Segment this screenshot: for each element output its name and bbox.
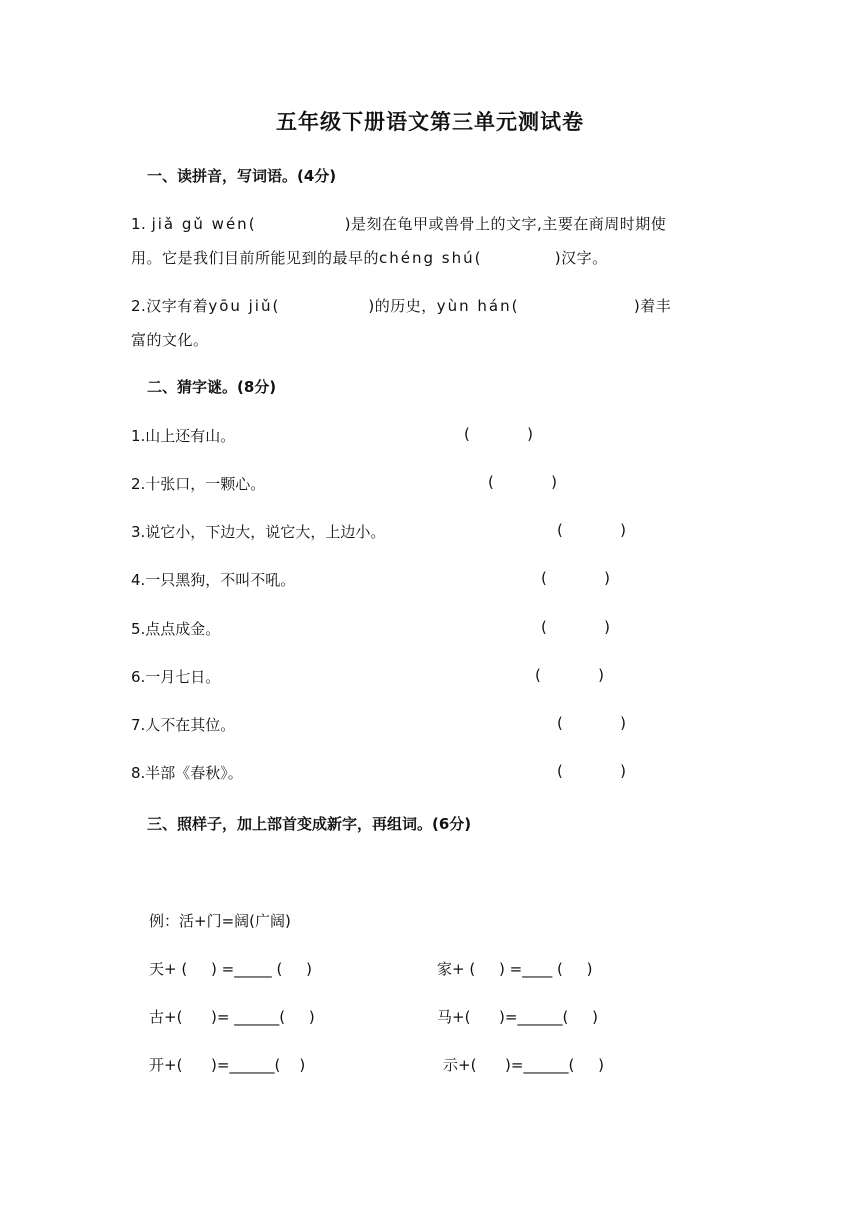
riddle-5: 5.点点成金。 (131, 620, 221, 638)
riddle-3-answer[interactable]: ( ) (557, 521, 626, 539)
radical-item-3[interactable]: 古+( )= ______( ) (149, 1008, 315, 1026)
riddle-2-answer[interactable]: ( ) (488, 473, 557, 491)
riddle-7-answer[interactable]: ( ) (557, 714, 626, 732)
q2-text-c: ( )着丰 (511, 297, 672, 315)
riddle-2: 2.十张口，一颗心。 (131, 475, 266, 493)
q2-pinyin-yunhan: yùn hán (436, 297, 512, 315)
riddle-6-answer[interactable]: ( ) (535, 666, 604, 684)
riddle-6: 6.一月七日。 (131, 668, 221, 686)
page-title: 五年级下册语文第三单元测试卷 (276, 109, 584, 134)
section-1-heading: 一、读拼音，写词语。(4分) (147, 167, 337, 185)
radical-item-2[interactable]: 家+ ( ) =____ ( ) (437, 960, 593, 978)
section-2-heading: 二、猜字谜。(8分) (147, 378, 277, 396)
riddle-8-answer[interactable]: ( ) (557, 762, 626, 780)
section-3-heading: 三、照样子，加上部首变成新字，再组词。(6分) (147, 815, 472, 833)
q2-pinyin-youjiu: yōu jiǔ (208, 297, 273, 315)
q2-line-2: 富的文化。 (131, 331, 209, 349)
riddle-8: 8.半部《春秋》。 (131, 764, 243, 782)
radical-item-6[interactable]: 示+( )=______( ) (443, 1056, 604, 1074)
riddle-4-answer[interactable]: ( ) (541, 569, 610, 587)
riddle-1: 1.山上还有山。 (131, 427, 236, 445)
q2-text-a: 2.汉字有着 (131, 297, 209, 315)
q1-number: 1. (131, 215, 152, 233)
radical-item-1[interactable]: 天+ ( ) =_____ ( ) (149, 960, 313, 978)
q1-text-b: 用。它是我们目前所能见到的最早的 (131, 249, 380, 267)
q1-line-2 (131, 247, 608, 268)
riddle-4: 4.一只黑狗，不叫不吼。 (131, 571, 296, 589)
q1-line-1 (131, 213, 666, 234)
q1-text-a: ( )是刻在龟甲或兽骨上的文字,主要在商周时期使 (248, 215, 667, 233)
riddle-1-answer[interactable]: ( ) (464, 425, 533, 443)
q1-pinyin-chengshu: chéng shú (379, 249, 475, 267)
radical-item-5[interactable]: 开+( )=______( ) (149, 1056, 306, 1074)
example-line: 例：活+门=阔(广阔) (149, 912, 291, 930)
radical-item-4[interactable]: 马+( )=______( ) (437, 1008, 598, 1026)
riddle-7: 7.人不在其位。 (131, 716, 236, 734)
riddle-3: 3.说它小，下边大，说它大，上边小。 (131, 523, 386, 541)
q1-pinyin-jiagu: jiǎ gǔ wén (151, 215, 249, 233)
q2-text-b: ( )的历史， (272, 297, 437, 315)
riddle-5-answer[interactable]: ( ) (541, 618, 610, 636)
q2-line-1 (131, 295, 671, 316)
q1-text-c: ( )汉字。 (474, 249, 608, 267)
